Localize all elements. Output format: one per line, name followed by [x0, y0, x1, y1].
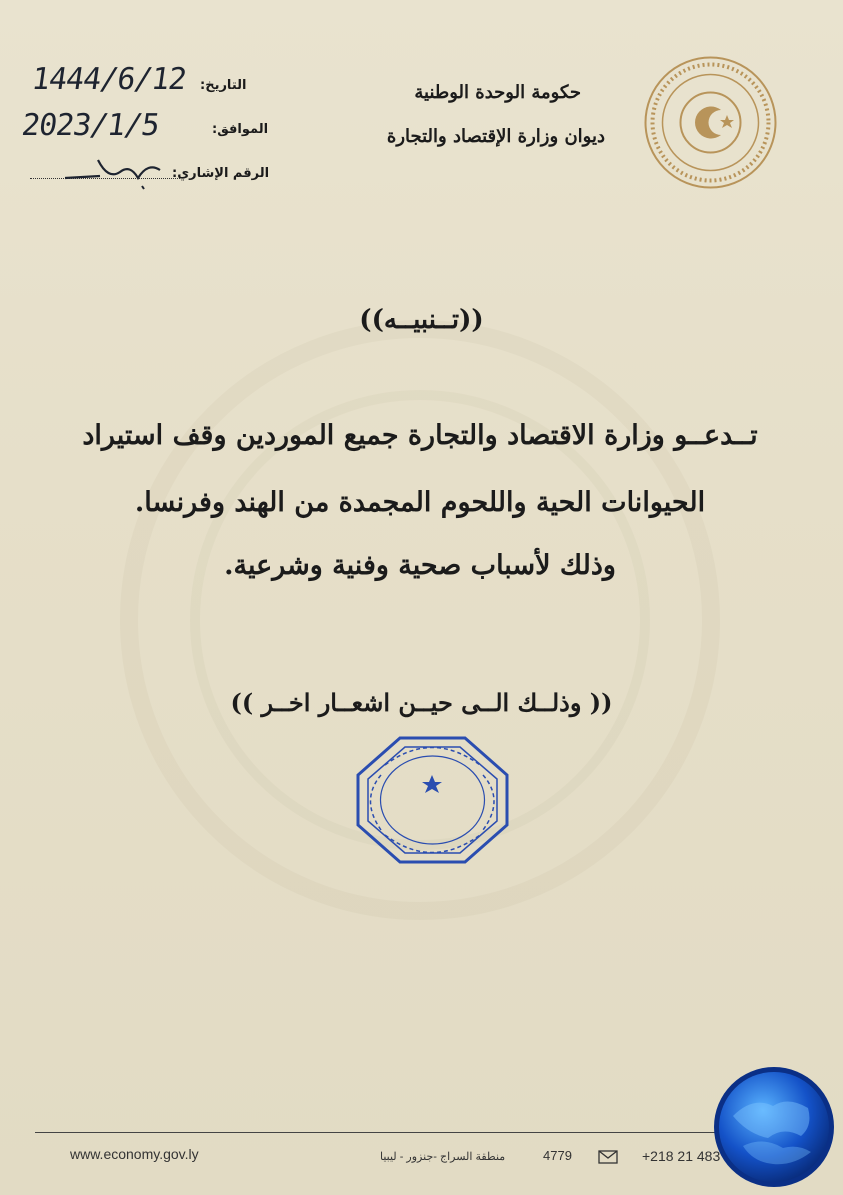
- footer-divider: [35, 1132, 735, 1133]
- ministry-title: ديوان وزارة الإقتصاد والتجارة: [386, 126, 605, 147]
- notice-line-2: الحيوانات الحية واللحوم المجمدة من الهند وفرنسا.: [134, 487, 706, 518]
- po-box: 4779: [543, 1148, 572, 1163]
- date-hijri-label: التاريخ:: [200, 78, 247, 93]
- government-title: حكومة الوحدة الوطنية: [414, 82, 581, 103]
- lana-logo: [713, 1066, 835, 1188]
- ministry-logo: [643, 55, 778, 190]
- date-gregorian-value: 2023/1/5: [19, 108, 161, 143]
- mail-icon: [598, 1150, 618, 1164]
- signature-icon: [60, 150, 170, 195]
- notice-line-3: وذلك لأسباب صحية وفنية وشرعية.: [224, 550, 616, 581]
- notice-line-1: تــدعــو وزارة الاقتصاد والتجارة جميع الموردين وقف استيراد: [82, 420, 758, 451]
- website-link[interactable]: www.economy.gov.ly: [70, 1146, 199, 1162]
- address-text: منطقة السراج -جنزور - ليبيا: [380, 1151, 506, 1163]
- closing-text: (( وذلــك الــى حيــن اشعــار اخــر )): [230, 688, 613, 717]
- reference-label: الرقم الإشاري:: [172, 166, 270, 181]
- date-gregorian-label: الموافق:: [212, 122, 269, 137]
- official-stamp: [355, 735, 510, 865]
- phone-number: +218 21 483: [642, 1148, 721, 1164]
- date-hijri-value: 1444/6/12: [29, 62, 189, 97]
- notice-title: ((تــنبيــه)): [359, 305, 484, 335]
